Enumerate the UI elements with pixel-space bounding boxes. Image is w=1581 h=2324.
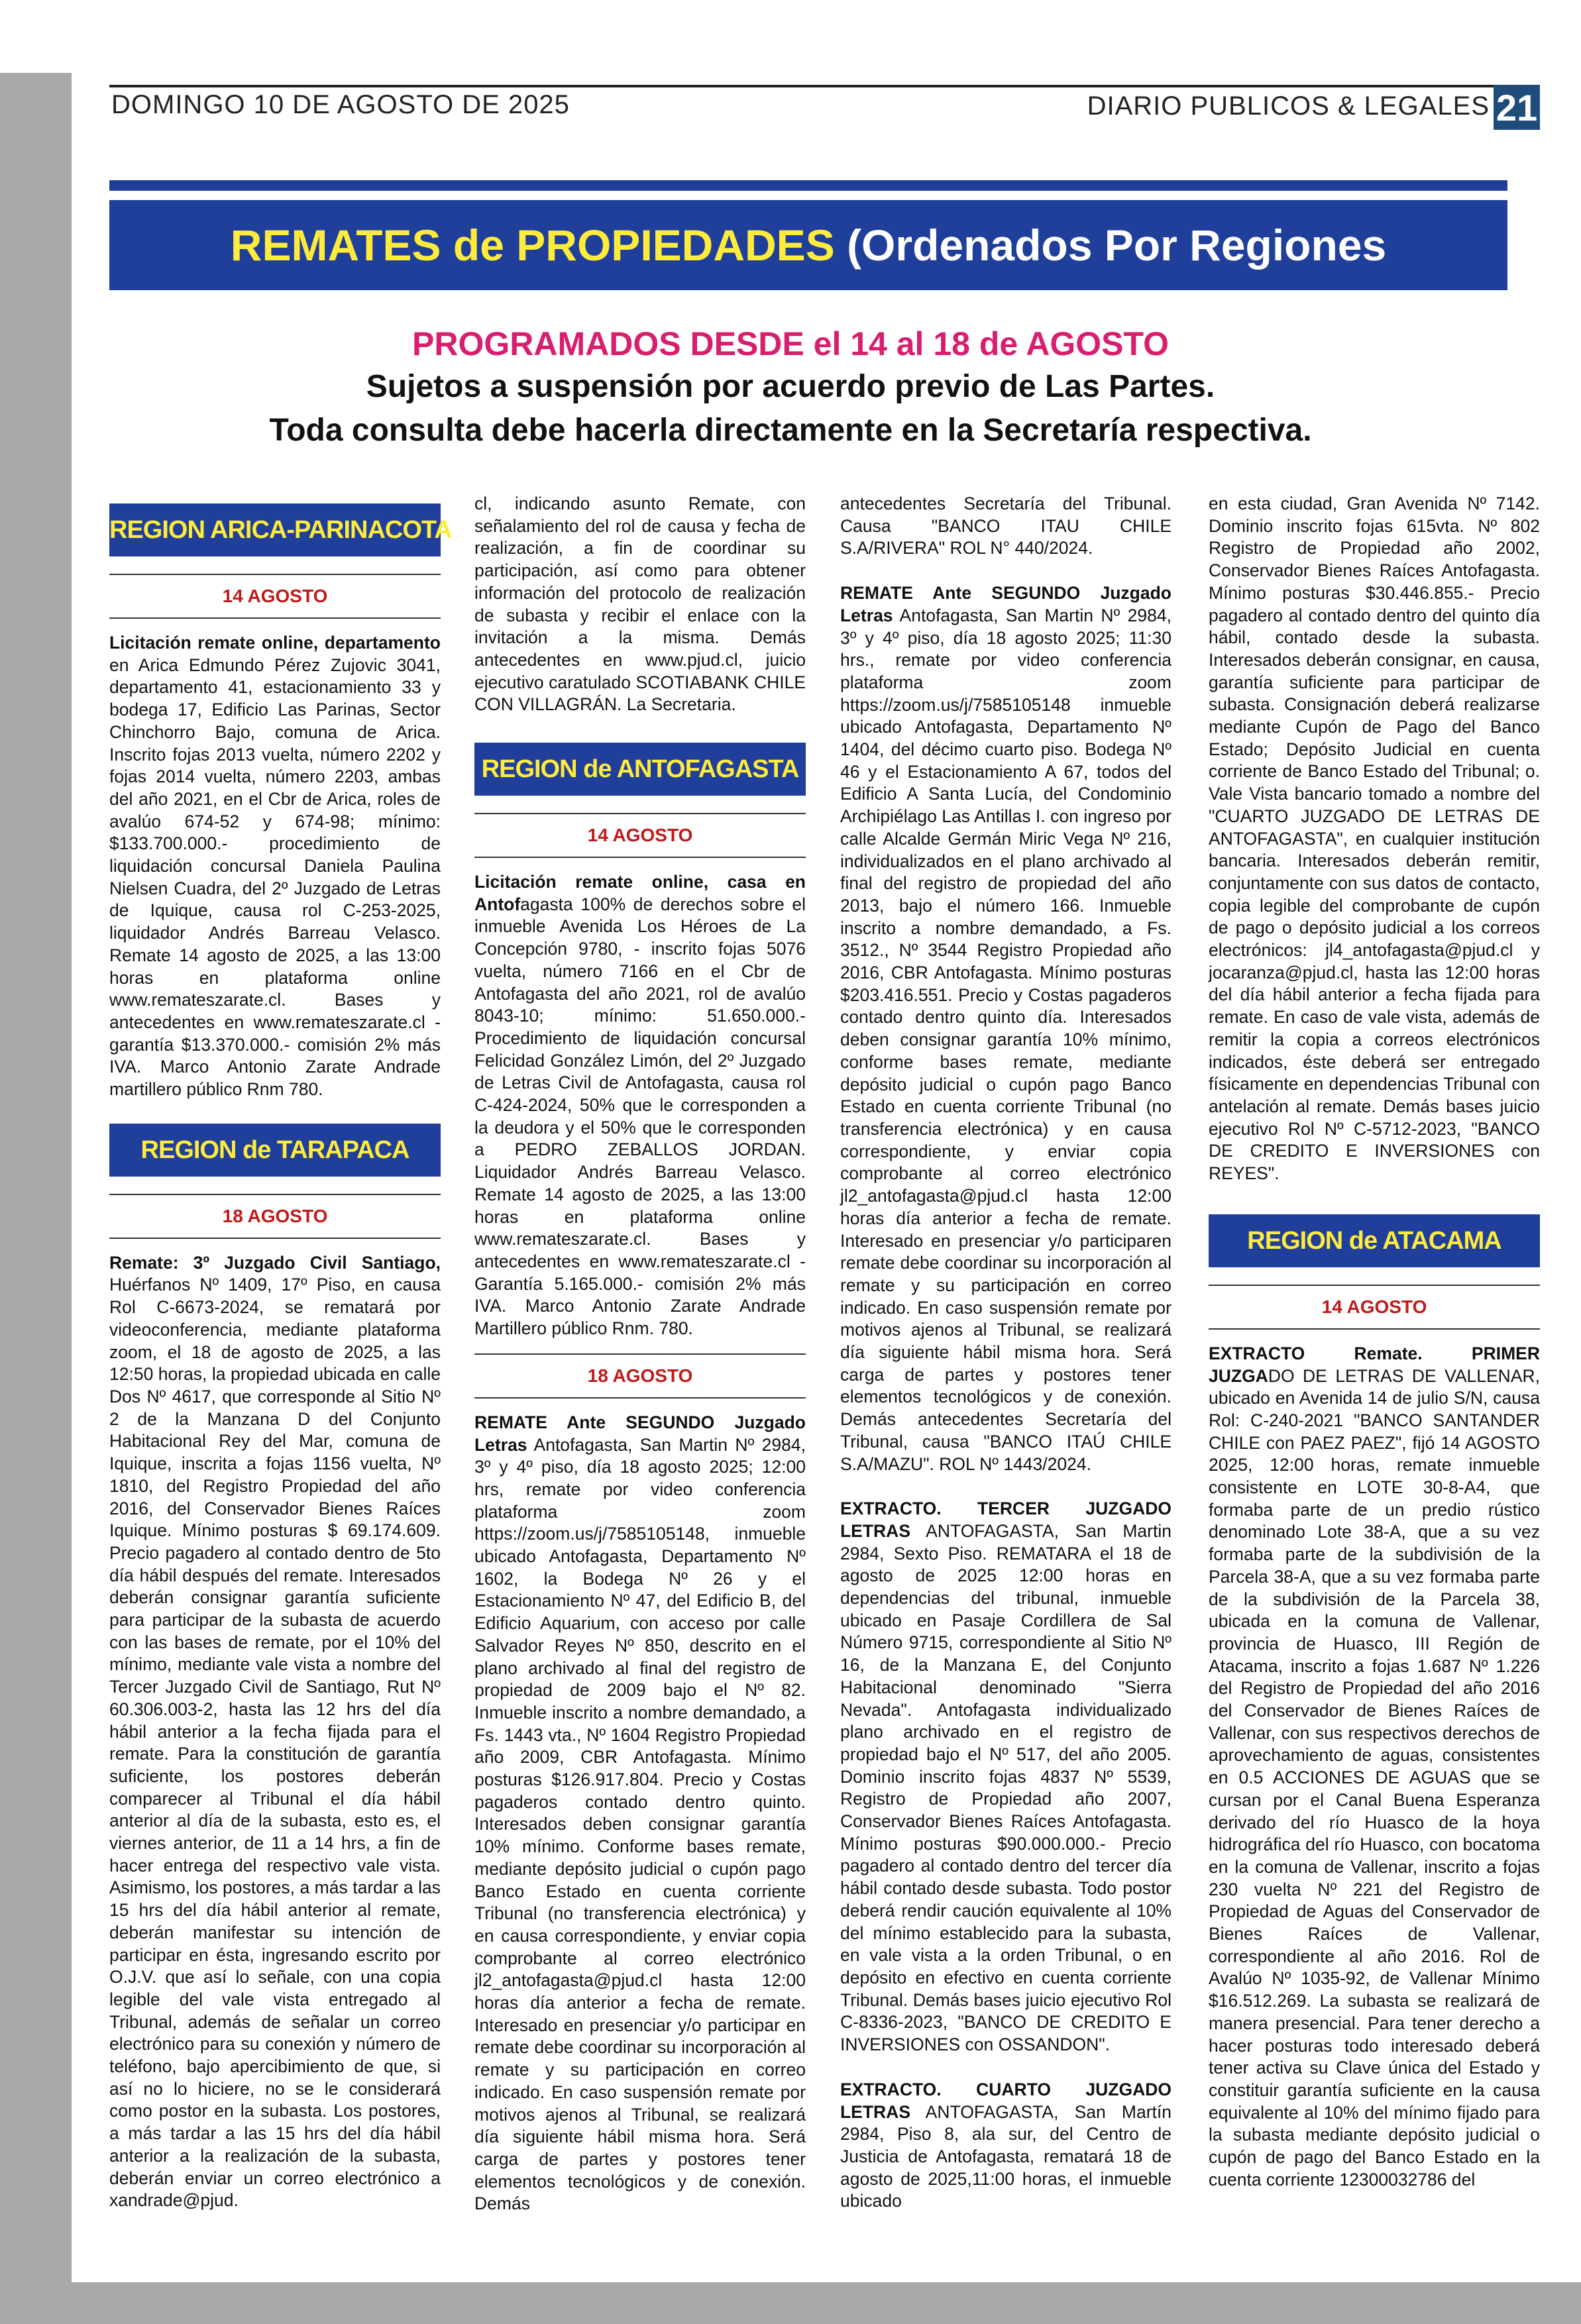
column-4 [1209, 493, 1540, 2192]
notice-body: en esta ciudad, Gran Avenida Nº 7142. Dominio inscrito fojas 615vta. Nº 802 Registro de Propiedad año 2002, Conservador Bienes Raíces Antofagasta. Mínimo posturas $30.446.855.- Precio pagadero al contado dentro del quinto día hábil, contado desde la subasta. Interesados deberán consignar, en causa, garantía suficiente para participar de subasta. Consignación deberá realizarse mediante Cupón de Pago del Banco Estado; Depósito Judicial en cuenta corriente de Banco Estado del Tribunal; o. Vale Vista bancario tomado a nombre del "CUARTO JUZGADO DE LETRAS DE ANTOFAGASTA", en cualquier institución bancaria. Interesados deberán remitir, conjuntamente con sus datos de contacto, copia legible del comprobante de cupón de pago o depósito judicial a los correos electrónicos: jl4_antofagasta@pjud.cl y jocaranza@pjud.cl, hasta las 12:00 horas del día hábil anterior a fecha fijada para remate. En caso de vale vista, además de remitir la copia a correos electrónicos indicados, éste deberá ser entregado físicamente en dependencias Tribunal con antelación al remate. Demás bases juicio ejecutivo Rol Nº C-5712-2023, "BANCO DE CREDITO E INVERSIONES con REYES". [1209, 494, 1540, 1184]
notice-lead: Remate: 3º Juzgado Civil Santiago, [109, 1252, 441, 1273]
date-header: 14 AGOSTO [109, 574, 441, 619]
notice-lead: REMATE Ante SEGUNDO Juzgado Letras [474, 1412, 806, 1455]
notice-lead: EXTRACTO. CUARTO JUZGADO LETRAS [840, 2079, 1172, 2122]
newspaper-name: DIARIO PUBLICOS & LEGALES [1087, 91, 1490, 121]
page-number: 21 [1494, 85, 1540, 130]
notice [840, 1498, 1172, 2056]
issue-date: DOMINGO 10 DE AGOSTO DE 2025 [111, 90, 570, 119]
notice [1209, 1343, 1540, 2192]
notice-continued [1209, 493, 1540, 1185]
region-header-tarapaca: REGION de TARAPACA [109, 1124, 441, 1177]
column-3 [840, 493, 1172, 2213]
date-header: 18 AGOSTO [474, 1353, 806, 1399]
notice-lead: EXTRACTO Remate. PRIMER JUZGA [1209, 1343, 1540, 1386]
date-header: 18 AGOSTO [109, 1194, 441, 1239]
notice-body: DO DE LETRAS DE VALLENAR, ubicado en Avenida 14 de julio S/N, causa Rol: C-240-2021 "BANCO SANTANDER CHILE con PAEZ PAEZ", fijó 14 AGOSTO 2025, 12:00 horas, remate inmueble consistente en LOTE 30-8-A4, que formaba parte de un predio rústico denominado Lote 38-A, que a su vez formaba parte de la subdivisión de la Parcela 38-A, que a su vez formaba parte de la subdivisión de la Parcela 38, ubicada en la comuna de Vallenar, provincia de Huasco, III Región de Atacama, inscrito a fojas 1.687 Nº 1.226 del Registro de Propiedad del año 2016 del Conservador de Bienes Raíces de Vallenar, con sus respectivos derechos de aprovechamiento de aguas, consistentes en 0.5 ACCIONES DE AGUAS que se cursan por el Canal Buena Esperanza derivado del río Huasco de la hoya hidrográfica del río Huasco, con bocatoma en la comuna de Vallenar, inscrito a fojas 230 vuelta Nº 221 del Registro de Propiedad de Aguas del Conservador de Bienes Raíces de Vallenar, correspondiente al año 2016. Rol de Avalúo Nº 1035-92, de Vallenar Mínimo $16.512.269. La subasta se realizará de manera presencial. Para tener derecho a hacer posturas todo interesado deberá tener activa su Clave única del Estado y constituir garantía suficiente en la causa equivalente al 10% del mínimo fijado para la subasta mediante depósito judicial o cupón de pago del Banco Estado en la cuenta corriente 12300032786 del [1209, 1365, 1540, 2190]
date-header: 14 AGOSTO [1209, 1285, 1540, 1330]
notice [840, 2079, 1172, 2213]
schedule-heading: PROGRAMADOS DESDE el 14 al 18 de AGOSTO [412, 325, 1169, 362]
notice-continued [474, 493, 806, 716]
region-header-antofagasta: REGION de ANTOFAGASTA [474, 743, 806, 796]
section-banner [109, 200, 1507, 290]
notice-lead: Licitación remate online, departamento [109, 633, 441, 653]
column-2 [474, 493, 806, 2215]
notice-lead: Licitación remate online, casa en Antof [474, 872, 806, 914]
notice-body: ANTOFAGASTA, San Martín 2984, Piso 8, ala sur, del Centro de Justicia de Antofagasta, rematará 18 de agosto de 2025,11:00 horas, el inmueble ubicado [840, 2101, 1172, 2211]
region-header-arica: REGION ARICA-PARINACOTA [109, 503, 441, 556]
inquiry-note: Toda consulta debe hacerla directamente en la Secretaría respectiva. [269, 413, 1312, 448]
banner-subtitle: (Ordenados Por Regiones [847, 221, 1387, 270]
notice-lead: EXTRACTO. TERCER JUZGADO LETRAS [840, 1499, 1172, 1541]
notice-body: antecedentes Secretaría del Tribunal. Causa "BANCO ITAU CHILE S.A/RIVERA" ROL N° 440/2024. [840, 494, 1172, 558]
notice [840, 582, 1172, 1475]
notice-body: Antofagasta, San Martin Nº 2984, 3º y 4º piso, día 18 agosto 2025; 11:30 hrs., remate por video conferencia plataforma zoom https://zoom.us/j/7585105148 inmueble ubicado Antofagasta, Departamento Nº 1404, del décimo cuarto piso. Bodega Nº 46 y el Estacionamiento A 67, todos del Edificio A Santa Lucía, del Condominio Archipiélago Las Antillas I. con ingreso por calle Alcalde Germán Miric Vega Nº 216, individualizados en el plano archivado al final del registro de propiedad del año 2013, bajo el número 166. Inmueble inscrito a nombre demandado, a Fs. 3512., Nº 3544 Registro Propiedad año 2016, CBR Antofagasta. Mínimo posturas $203.416.551. Precio y Costas pagaderos contado dentro quinto día. Interesados deben consignar garantía 10% mínimo, conforme bases remate, mediante depósito judicial o cupón pago Banco Estado en cuenta corriente Tribunal (no transferencia electrónica) y en causa correspondiente, y enviar copia comprobante al correo electrónico jl2_antofagasta@pjud.cl hasta 12:00 horas día anterior a fecha de remate. Interesado en presenciar y/o participaren remate debe coordinar su incorporación al remate y su participación en correo indicado. En caso suspensión remate por motivos ajenos al Tribunal, se realizará día siguiente hábil misma hora. Será carga de partes y postores tener elementos tecnológicos y de conexión. Demás antecedentes Secretaría del Tribunal, causa "BANCO ITAÚ CHILE S.A/MAZU". ROL Nº 1443/2024. [840, 605, 1172, 1474]
suspension-note: Sujetos a suspensión por acuerdo previo de Las Partes. [366, 369, 1215, 404]
notice [109, 632, 441, 1101]
notice-continued [840, 493, 1172, 560]
notice-body: Huérfanos Nº 1409, 17º Piso, en causa Rol C-6673-2024, se rematará por videoconferencia, mediante plataforma zoom, el 18 de agosto de 2025, a las 12:50 horas, la propiedad ubicada en calle Dos Nº 4617, que corresponde al Sitio Nº 2 de la Manzana D del Conjunto Habitacional Rey del Mar, comuna de Iquique, inscrita a fojas 1156 vuelta, Nº 1810, del Registro Propiedad del año 2016, del Conservador Bienes Raíces Iquique. Mínimo posturas $ 69.174.609. Precio pagadero al contado dentro de 5to día hábil después del remate. Interesados deberán consignar garantía suficiente para participar de la subasta de acuerdo con las bases de remate, por el 10% del mínimo, mediante vale vista a nombre del Tercer Juzgado Civil de Santiago, Rut Nº 60.306.003-2, hasta las 12 hrs del día hábil anterior a la fecha fijada para el remate. Para la constitución de garantía suficiente, los postores deberán comparecer al Tribunal el día hábil anterior al día de la subasta, esto es, el viernes anterior, de 11 a 14 hrs, a fin de hacer entrega del respectivo vale vista. Asimismo, los postores, a más tardar a las 15 hrs del día hábil anterior al remate, deberán manifestar su intención de participar en ésta, ingresando escrito por O.J.V. que así lo señale, con una copia legible del vale vista entregado al Tribunal, además de señalar un correo electrónico para su conexión y número de teléfono, bajo apercibimiento de que, si así no lo hiciere, no se le considerará como postor en la subasta. Los postores, a más tardar a las 15 hrs del día hábil anterior a la realización de la subasta, deberán enviar un correo electrónico a xandrade@pjud. [109, 1275, 441, 2211]
notice [109, 1252, 441, 2212]
banner-stripe [109, 180, 1507, 191]
notice [474, 871, 806, 1340]
notice-body: agasta 100% de derechos sobre el inmueble Avenida Los Héroes de La Concepción 9780, - inscrito fojas 5076 vuelta, número 7166 en el Cbr de Antofagasta del año 2021, rol de avalúo 8043-10; mínimo: 51.650.000.- Procedimiento de liquidación concursal Felicidad González Limón, del 2º Juzgado de Letras Civil de Antofagasta, causa rol C-424-2024, 50% que le corresponden a la deudora y el 50% que le corresponden a PEDRO ZEBALLOS JORDAN. Liquidador Andrés Barreau Velasco. Remate 14 agosto de 2025, a las 13:00 horas en plataforma online www.remateszarate.cl. Bases y antecedentes en www.remateszarate.cl - Garantía 5.165.000.- comisión 2% más IVA. Marco Antonio Zarate Andrade Martillero público Rnm. 780. [474, 894, 806, 1339]
notice-body: cl, indicando asunto Remate, con señalamiento del rol de causa y fecha de realización, a fin de coordinar su participación, así como para obtener información del protocolo de realización de subasta y recibir el enlace con la invitación a la misma. Demás antecedentes en www.pjud.cl, juicio ejecutivo caratulado SCOTIABANK CHILE CON VILLAGRÁN. La Secretaria. [474, 494, 806, 715]
notice [474, 1412, 806, 2215]
notice-lead: REMATE Ante SEGUNDO Juzgado Letras [840, 583, 1172, 625]
header-rule [109, 85, 1507, 87]
top-margin [0, 0, 1581, 73]
banner-title: REMATES de PROPIEDADES [230, 221, 835, 270]
notice-body: ANTOFAGASTA, San Martin 2984, Sexto Piso. REMATARA el 18 de agosto de 2025 12:00 horas en dependencias del tribunal, inmueble ubicado en Pasaje Cordillera de Sal Número 9715, correspondiente al Sitio Nº 16, de la Manzana E, del Conjunto Habitacional denominado "Sierra Nevada". Antofagasta individualizado plano archivado en el registro de propiedad bajo el Nº 517, del año 2005. Dominio inscrito fojas 4837 Nº 5539, Registro de Propiedad año 2007, Conservador Bienes Raíces Antofagasta. Mínimo posturas $90.000.000.- Precio pagadero al contado dentro del tercer día hábil contado desde subasta. Todo postor deberá rendir caución equivalente al 10% del mínimo establecido para la subasta, en vale vista a la orden Tribunal, o en depósito en efectivo en cuenta corriente Tribunal. Demás bases juicio ejecutivo Rol C-8336-2023, "BANCO DE CREDITO E INVERSIONES con OSSANDON". [840, 1520, 1172, 2055]
region-header-atacama: REGION de ATACAMA [1209, 1214, 1540, 1267]
column-1 [109, 493, 452, 2212]
date-header: 14 AGOSTO [474, 813, 806, 858]
notice-body: Antofagasta, San Martin Nº 2984, 3º y 4º piso, día 18 agosto 2025; 12:00 hrs, remate por video conferencia plataforma zoom https://zoom.us/j/7585105148, inmueble ubicado Antofagasta, Departamento Nº 1602, la Bodega Nº 26 y el Estacionamiento Nº 47, del Edificio B, del Edificio Aquarium, con acceso por calle Salvador Reyes Nº 850, descrito en el plano archivado al final del registro de propiedad de 2009 bajo el Nº 82. Inmueble inscrito a nombre demandado, a Fs. 1443 vta., Nº 1604 Registro Propiedad año 2009, CBR Antofagasta. Mínimo posturas $126.917.804. Precio y Costas pagaderos contado dentro quinto. Interesados deben consignar garantía 10% mínimo. Conforme bases remate, mediante depósito judicial o cupón pago Banco Estado en cuenta corriente Tribunal (no transferencia electrónica) y en causa correspondiente, y enviar copia comprobante al correo electrónico jl2_antofagasta@pjud.cl hasta 12:00 horas día anterior a fecha de remate. Interesado en presenciar y/o participar en remate debe coordinar su incorporación al remate y su participación en correo indicado. En caso suspensión remate por motivos ajenos al Tribunal, se realizará día siguiente hábil misma hora. Será carga de partes y postores tener elementos tecnológicos y de conexión. Demás [474, 1434, 806, 2214]
notice-body: en Arica Edmundo Pérez Zujovic 3041, departamento 41, estacionamiento 33 y bodega 17, Edificio Las Parinas, Sector Chinchorro Bajo, comuna de Arica. Inscrito fojas 2013 vuelta, número 2202 y fojas 2014 vuelta, número 2203, ambas del año 2021, en el Cbr de Arica, roles de avalúo 674-52 y 674-98; mínimo: $133.700.000.- procedimiento de liquidación concursal Daniela Paulina Nielsen Cuadra, del 2º Juzgado de Letras de Iquique, causa rol C-253-2025, liquidador Andrés Barreau Velasco. Remate 14 agosto de 2025, a las 13:00 horas en plataforma online www.remateszarate.cl. Bases y antecedentes en www.remateszarate.cl - garantía $13.370.000.- comisión 2% más IVA. Marco Antonio Zarate Andrade martillero público Rnm 780. [109, 655, 441, 1100]
